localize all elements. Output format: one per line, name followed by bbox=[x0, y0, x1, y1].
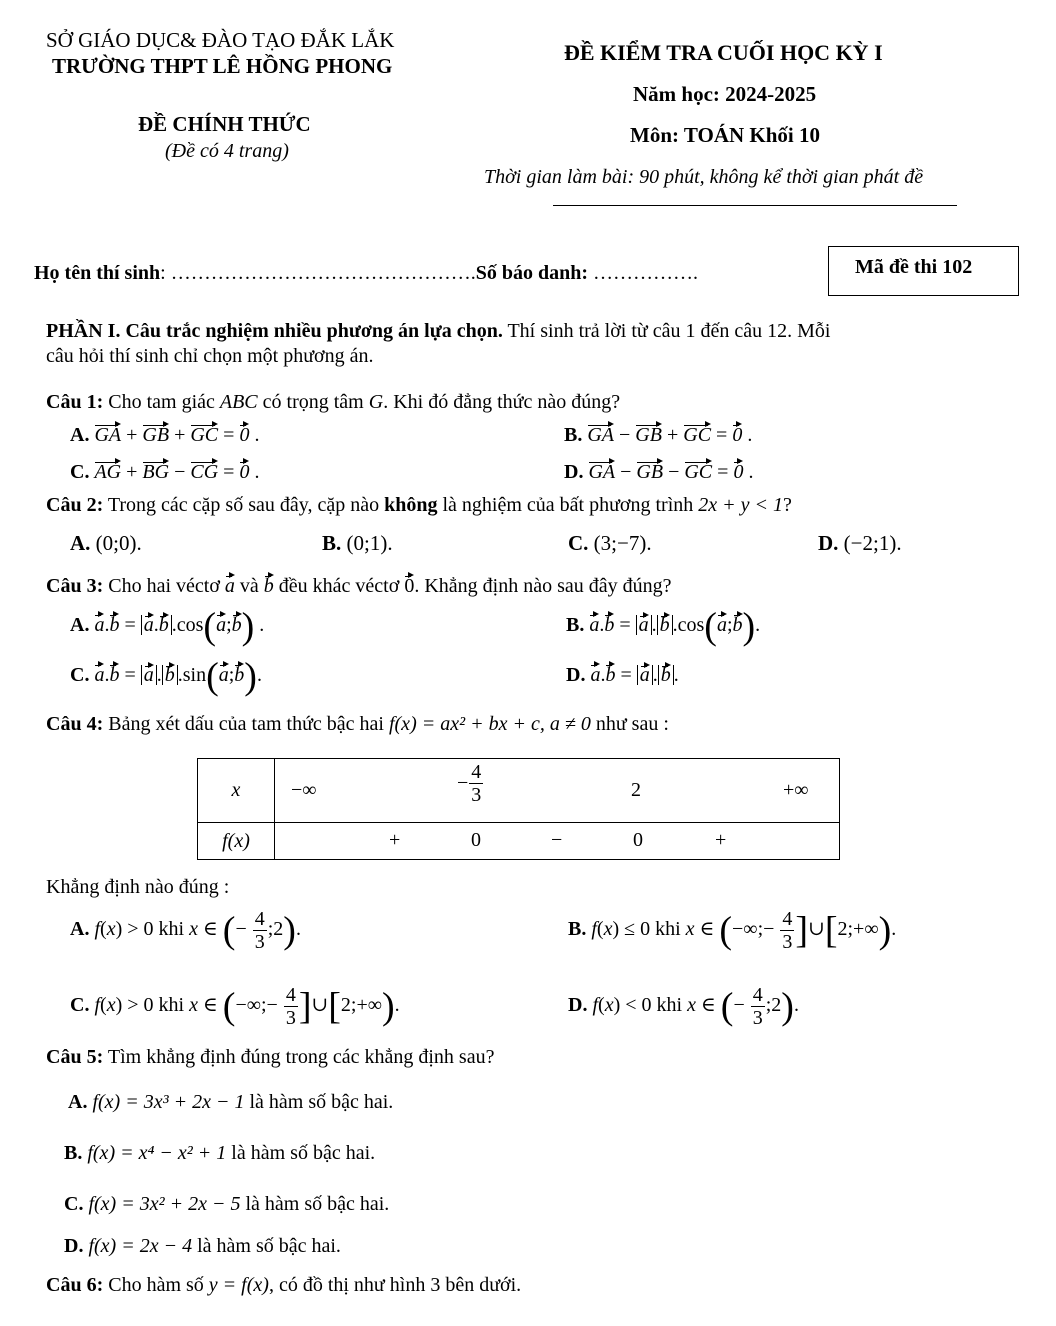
exam-code: Mã đề thi 102 bbox=[855, 256, 973, 278]
option-letter: A. bbox=[70, 424, 90, 446]
option-letter: C. bbox=[64, 1193, 84, 1215]
sign-table-x-header: x bbox=[198, 759, 275, 823]
name-label: Họ tên thí sinh bbox=[34, 262, 161, 284]
sign-table-fx-row bbox=[275, 823, 840, 860]
root-two: 2 bbox=[631, 779, 641, 801]
option-letter: C. bbox=[70, 461, 90, 483]
q1-option-c[interactable]: C. AG + BG − CG = 0 . bbox=[70, 461, 260, 483]
option-letter: D. bbox=[818, 531, 839, 555]
dept-name: SỞ GIÁO DỤC& ĐÀO TẠO ĐẮK LẮK bbox=[46, 28, 395, 52]
q3-option-b[interactable]: B. a.b = a . b .cos(a;b). bbox=[566, 605, 761, 648]
option-letter: C. bbox=[70, 994, 90, 1017]
subject: Môn: TOÁN Khối 10 bbox=[630, 123, 821, 147]
q5-option-d[interactable] bbox=[64, 1235, 341, 1258]
exam-title: ĐỀ KIỂM TRA CUỐI HỌC KỲ I bbox=[564, 40, 883, 65]
exam-code-box bbox=[828, 246, 1019, 296]
sign-table bbox=[197, 758, 840, 860]
q6-stem bbox=[46, 1274, 521, 1297]
q2-option-a[interactable]: A. (0;0). bbox=[70, 531, 142, 555]
q5-b-tail: là hàm số bậc hai. bbox=[226, 1142, 376, 1164]
name-blank: : ………………………………………. bbox=[160, 262, 476, 284]
q2-ineq: 2x + y < 1 bbox=[698, 494, 784, 516]
part1-heading bbox=[46, 320, 830, 343]
q3-text-b: và bbox=[234, 575, 264, 597]
student-line bbox=[34, 262, 698, 285]
q3-stem: Câu 3: Cho hai véctơ a và b đều khác véctơ 0. Khẳng định nào sau đây đúng? bbox=[46, 575, 672, 597]
sign-minus: − bbox=[551, 829, 563, 851]
q2-option-d[interactable]: D. (−2;1). bbox=[818, 531, 902, 555]
q5-a-expr: f(x) = 3x³ + 2x − 1 bbox=[92, 1091, 245, 1113]
pages-note: (Đề có 4 trang) bbox=[165, 140, 289, 162]
q1-option-b[interactable]: B. GA − GB + GC = 0 . bbox=[564, 424, 753, 446]
q4-text-b: như sau : bbox=[590, 713, 669, 735]
q4-text: Bảng xét dấu của tam thức bậc hai bbox=[103, 713, 389, 735]
q6-label: Câu 6: bbox=[46, 1274, 104, 1296]
zero-left: 0 bbox=[471, 829, 481, 851]
q2-a-value: (0;0) bbox=[95, 531, 137, 555]
option-letter: A. bbox=[70, 918, 90, 941]
q4-option-a[interactable]: A. f(x) > 0 khi x ∈ (− $\frac{4}{3}$ ;2). bbox=[70, 908, 301, 953]
q1-g: G bbox=[368, 391, 384, 413]
q5-d-tail: là hàm số bậc hai. bbox=[192, 1235, 341, 1257]
q4-fx: f(x) = ax² + bx + c, a ≠ 0 bbox=[388, 713, 591, 735]
q2-option-b[interactable]: B. (0;1). bbox=[322, 531, 393, 555]
q4-prompt: Khẳng định nào đúng : bbox=[46, 876, 230, 898]
q5-option-c[interactable] bbox=[64, 1193, 389, 1216]
q2-bold: không bbox=[384, 494, 438, 516]
q4-option-b[interactable]: B. f(x) ≤ 0 khi x ∈ (−∞;− $\frac{4}{3}$ ]∪[2;+∞). bbox=[568, 908, 897, 953]
q3-label: Câu 3: bbox=[46, 575, 104, 597]
q3-option-d[interactable]: D. a.b = a . b . bbox=[566, 664, 679, 686]
sign-table-fx-header: f(x) bbox=[198, 823, 275, 860]
time-note: Thời gian làm bài: 90 phút, không kể thời gian phát đề bbox=[484, 166, 924, 188]
q2-stem bbox=[46, 494, 792, 517]
q5-a-tail: là hàm số bậc hai. bbox=[244, 1091, 394, 1113]
q1-abc: ABC bbox=[219, 391, 258, 413]
q2-c-value: (3;−7) bbox=[593, 531, 647, 555]
q1-option-a[interactable]: A. GA + GB + GC = 0 . bbox=[70, 424, 260, 446]
q2-label: Câu 2: bbox=[46, 494, 104, 516]
pos-infinity: +∞ bbox=[783, 779, 809, 801]
q3-text-c: đều khác véctơ bbox=[273, 575, 405, 597]
option-letter: D. bbox=[566, 664, 586, 686]
option-letter: B. bbox=[564, 424, 583, 446]
school-name: TRƯỜNG THPT LÊ HỒNG PHONG bbox=[52, 54, 393, 78]
q2-option-c[interactable]: C. (3;−7). bbox=[568, 531, 652, 555]
q1-option-d[interactable]: D. GA − GB − GC = 0 . bbox=[564, 461, 754, 483]
q1-text-b: có trọng tâm bbox=[257, 391, 369, 413]
part1-desc1: Thí sinh trả lời từ câu 1 đến câu 12. Mỗi bbox=[502, 320, 831, 342]
q3-option-c[interactable]: C. a.b = a . b .sin(a;b). bbox=[70, 655, 262, 698]
q2-text-b: là nghiệm của bất phương trình bbox=[437, 494, 699, 516]
sign-plus-right: + bbox=[715, 829, 727, 851]
q2-text: Trong các cặp số sau đây, cặp nào bbox=[103, 494, 385, 516]
q6-text: Cho hàm số bbox=[103, 1274, 209, 1296]
q5-text: Tìm khẳng định đúng trong các khẳng định sau? bbox=[103, 1046, 495, 1068]
school-year: Năm học: 2024-2025 bbox=[633, 82, 817, 106]
option-letter: D. bbox=[564, 461, 584, 483]
q1-stem bbox=[46, 391, 620, 414]
q1-label: Câu 1: bbox=[46, 391, 104, 413]
q2-b-value: (0;1) bbox=[346, 531, 388, 555]
root-minus-four-thirds: − $\frac{4}{3}$ bbox=[457, 761, 482, 806]
option-letter: A. bbox=[70, 531, 91, 555]
option-letter: D. bbox=[568, 994, 588, 1017]
part1-desc2: câu hỏi thí sinh chỉ chọn một phương án. bbox=[46, 345, 374, 367]
official-label: ĐỀ CHÍNH THỨC bbox=[138, 112, 311, 136]
option-letter: A. bbox=[68, 1091, 88, 1113]
q5-c-tail: là hàm số bậc hai. bbox=[240, 1193, 390, 1215]
q3-text-d: . Khẳng định nào sau đây đúng? bbox=[414, 575, 672, 597]
neg-infinity: −∞ bbox=[291, 779, 317, 801]
q5-option-b[interactable] bbox=[64, 1142, 375, 1165]
q6-text-b: , có đồ thị như hình 3 bên dưới. bbox=[268, 1274, 522, 1296]
option-letter: C. bbox=[568, 531, 589, 555]
q5-d-expr: f(x) = 2x − 4 bbox=[88, 1235, 193, 1257]
option-letter: A. bbox=[70, 614, 90, 636]
option-letter: C. bbox=[70, 664, 90, 686]
option-letter: B. bbox=[64, 1142, 83, 1164]
option-letter: B. bbox=[566, 614, 585, 636]
q4-option-d[interactable]: D. f(x) < 0 khi x ∈ (− $\frac{4}{3}$ ;2). bbox=[568, 984, 799, 1029]
option-letter: B. bbox=[322, 531, 342, 555]
q5-label: Câu 5: bbox=[46, 1046, 104, 1068]
q4-stem bbox=[46, 713, 669, 736]
q2-d-value: (−2;1) bbox=[843, 531, 897, 555]
q5-stem bbox=[46, 1046, 494, 1069]
q5-b-expr: f(x) = x⁴ − x² + 1 bbox=[87, 1142, 227, 1164]
header-divider bbox=[553, 205, 957, 206]
q1-text: Cho tam giác bbox=[103, 391, 220, 413]
option-letter: B. bbox=[568, 918, 587, 941]
q5-option-a[interactable] bbox=[68, 1091, 393, 1114]
q1-text-c: . Khi đó đẳng thức nào đúng? bbox=[383, 391, 621, 413]
q4-label: Câu 4: bbox=[46, 713, 104, 735]
q4-option-c[interactable]: C. f(x) > 0 khi x ∈ (−∞;− $\frac{4}{3}$ ]∪[2;+∞). bbox=[70, 984, 400, 1029]
sign-plus-left: + bbox=[389, 829, 401, 851]
id-blank: ……………. bbox=[588, 262, 698, 284]
q3-text: Cho hai véctơ bbox=[103, 575, 225, 597]
id-label: Số báo danh: bbox=[475, 262, 588, 284]
q3-option-a[interactable]: A. a.b = a.b .cos(a;b) . bbox=[70, 605, 265, 648]
zero-right: 0 bbox=[633, 829, 643, 851]
q6-fn: y = f(x) bbox=[208, 1274, 269, 1296]
q2-text-c: ? bbox=[783, 494, 792, 516]
sign-table-x-row bbox=[275, 759, 840, 823]
part1-title: PHẦN I. Câu trắc nghiệm nhiều phương án lựa chọn. bbox=[46, 320, 503, 342]
q5-c-expr: f(x) = 3x² + 2x − 5 bbox=[88, 1193, 241, 1215]
option-letter: D. bbox=[64, 1235, 84, 1257]
